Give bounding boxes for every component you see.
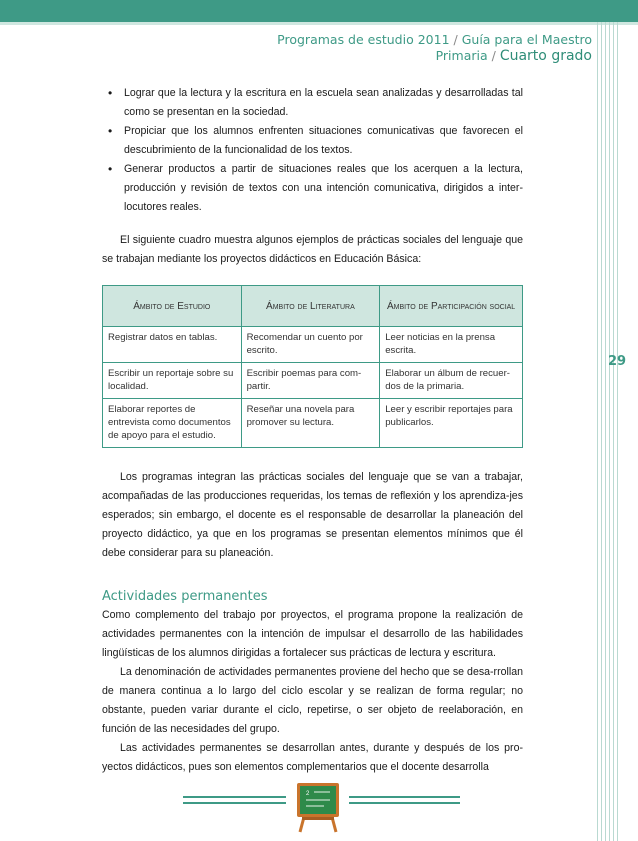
- table-cell: Leer y escribir reportajes para publicarlos.: [380, 399, 523, 448]
- top-color-bar: [0, 0, 638, 22]
- programs-paragraph: Los programas integran las prácticas sociales del lenguaje que se van a trabajar, acompañadas de las producciones requeridas, los temas de reflexión y los aprendiza-jes esperados; sin embargo, el docente es el responsable de desarrollar la planeación del proyecto didáctico, ya que en los programas se presentan elementos mínimos que él debe considerar para su planeación.: [102, 471, 523, 559]
- footer-decoration: [183, 781, 460, 841]
- table-cell: Elaborar un álbum de recuer-dos de la primaria.: [380, 363, 523, 399]
- header-level: Primaria: [435, 48, 488, 63]
- table-cell: Leer noticias en la prensa escrita.: [380, 327, 523, 363]
- header-line-2: [277, 48, 592, 64]
- section-title: Actividades permanentes: [102, 589, 268, 604]
- table-cell: Registrar datos en tablas.: [103, 327, 242, 363]
- table-row: [103, 399, 523, 448]
- header-grade: Cuarto grado: [499, 48, 592, 64]
- section-paragraph: Como complemento del trabajo por proyectos, el programa propone la realización de actividades permanentes con la intención de impulsar el desarrollo de las habilidades lingüísticas de los alumnos dirigidas a fortalecer sus prácticas de lectura y escritura.: [102, 609, 523, 659]
- table-header-cell: Ámbito de Participación social: [380, 286, 523, 327]
- chalkboard-easel-icon: [294, 781, 342, 833]
- list-item: • Lograr que la lectura y la escritura en la escuela sean analizadas y desarrolladas tal como se presentan en la sociedad.: [124, 84, 523, 122]
- table-row: [103, 327, 523, 363]
- table-cell: Recomendar un cuento por escrito.: [241, 327, 380, 363]
- top-accent-line: [0, 22, 638, 25]
- header-line-1: [277, 32, 592, 48]
- footer-line: [183, 796, 286, 798]
- section-paragraph: La denominación de actividades permanentes proviene del hecho que se desa-rrollan de manera continua a lo largo del ciclo escolar y se realizan de forma regular; no obstante, pueden variar durante el ciclo, repetirse, o ser objeto de reelaboración, en función de las necesidades del grupo.: [102, 666, 523, 735]
- bullet-list: [102, 84, 523, 217]
- page-body: [102, 84, 523, 777]
- intro-paragraph: El siguiente cuadro muestra algunos ejemplos de prácticas sociales del lenguaje que se trabajan mediante los proyectos didácticos en Educación Básica:: [102, 234, 523, 265]
- table-cell: Elaborar reportes de entrevista como documentos de apoyo para el estudio.: [103, 399, 242, 448]
- running-header: [277, 32, 592, 64]
- header-separator: /: [491, 48, 496, 63]
- table-row: [103, 363, 523, 399]
- list-item: • Generar productos a partir de situaciones reales que los acerquen a la lectura, producción y revisión de textos con una intención comunicativa, dirigidos a inter-locutores reales.: [124, 160, 523, 217]
- table-cell: Reseñar una novela para promover su lectura.: [241, 399, 380, 448]
- table-header-row: [103, 286, 523, 327]
- table-header-cell: Ámbito de Literatura: [241, 286, 380, 327]
- svg-text:2: 2: [306, 791, 310, 797]
- footer-line: [183, 802, 286, 804]
- footer-line: [349, 796, 460, 798]
- footer-line: [349, 802, 460, 804]
- header-program-title: Programas de estudio 2011: [277, 32, 450, 47]
- practices-table: [102, 285, 523, 448]
- header-separator: /: [453, 32, 458, 47]
- table-header-cell: Ámbito de Estudio: [103, 286, 242, 327]
- section-paragraph: Las actividades permanentes se desarrollan antes, durante y después de los pro-yectos didácticos, pues son elementos complementarios que el docente desarrolla: [102, 742, 523, 773]
- header-guide-title: Guía para el Maestro: [461, 32, 592, 47]
- side-stripes: [597, 22, 621, 841]
- table-cell: Escribir poemas para com-partir.: [241, 363, 380, 399]
- page-number: 29: [607, 354, 627, 369]
- table-cell: Escribir un reportaje sobre su localidad.: [103, 363, 242, 399]
- list-item: • Propiciar que los alumnos enfrenten situaciones comunicativas que favorecen el descubrimiento de la funcionalidad de los textos.: [124, 122, 523, 160]
